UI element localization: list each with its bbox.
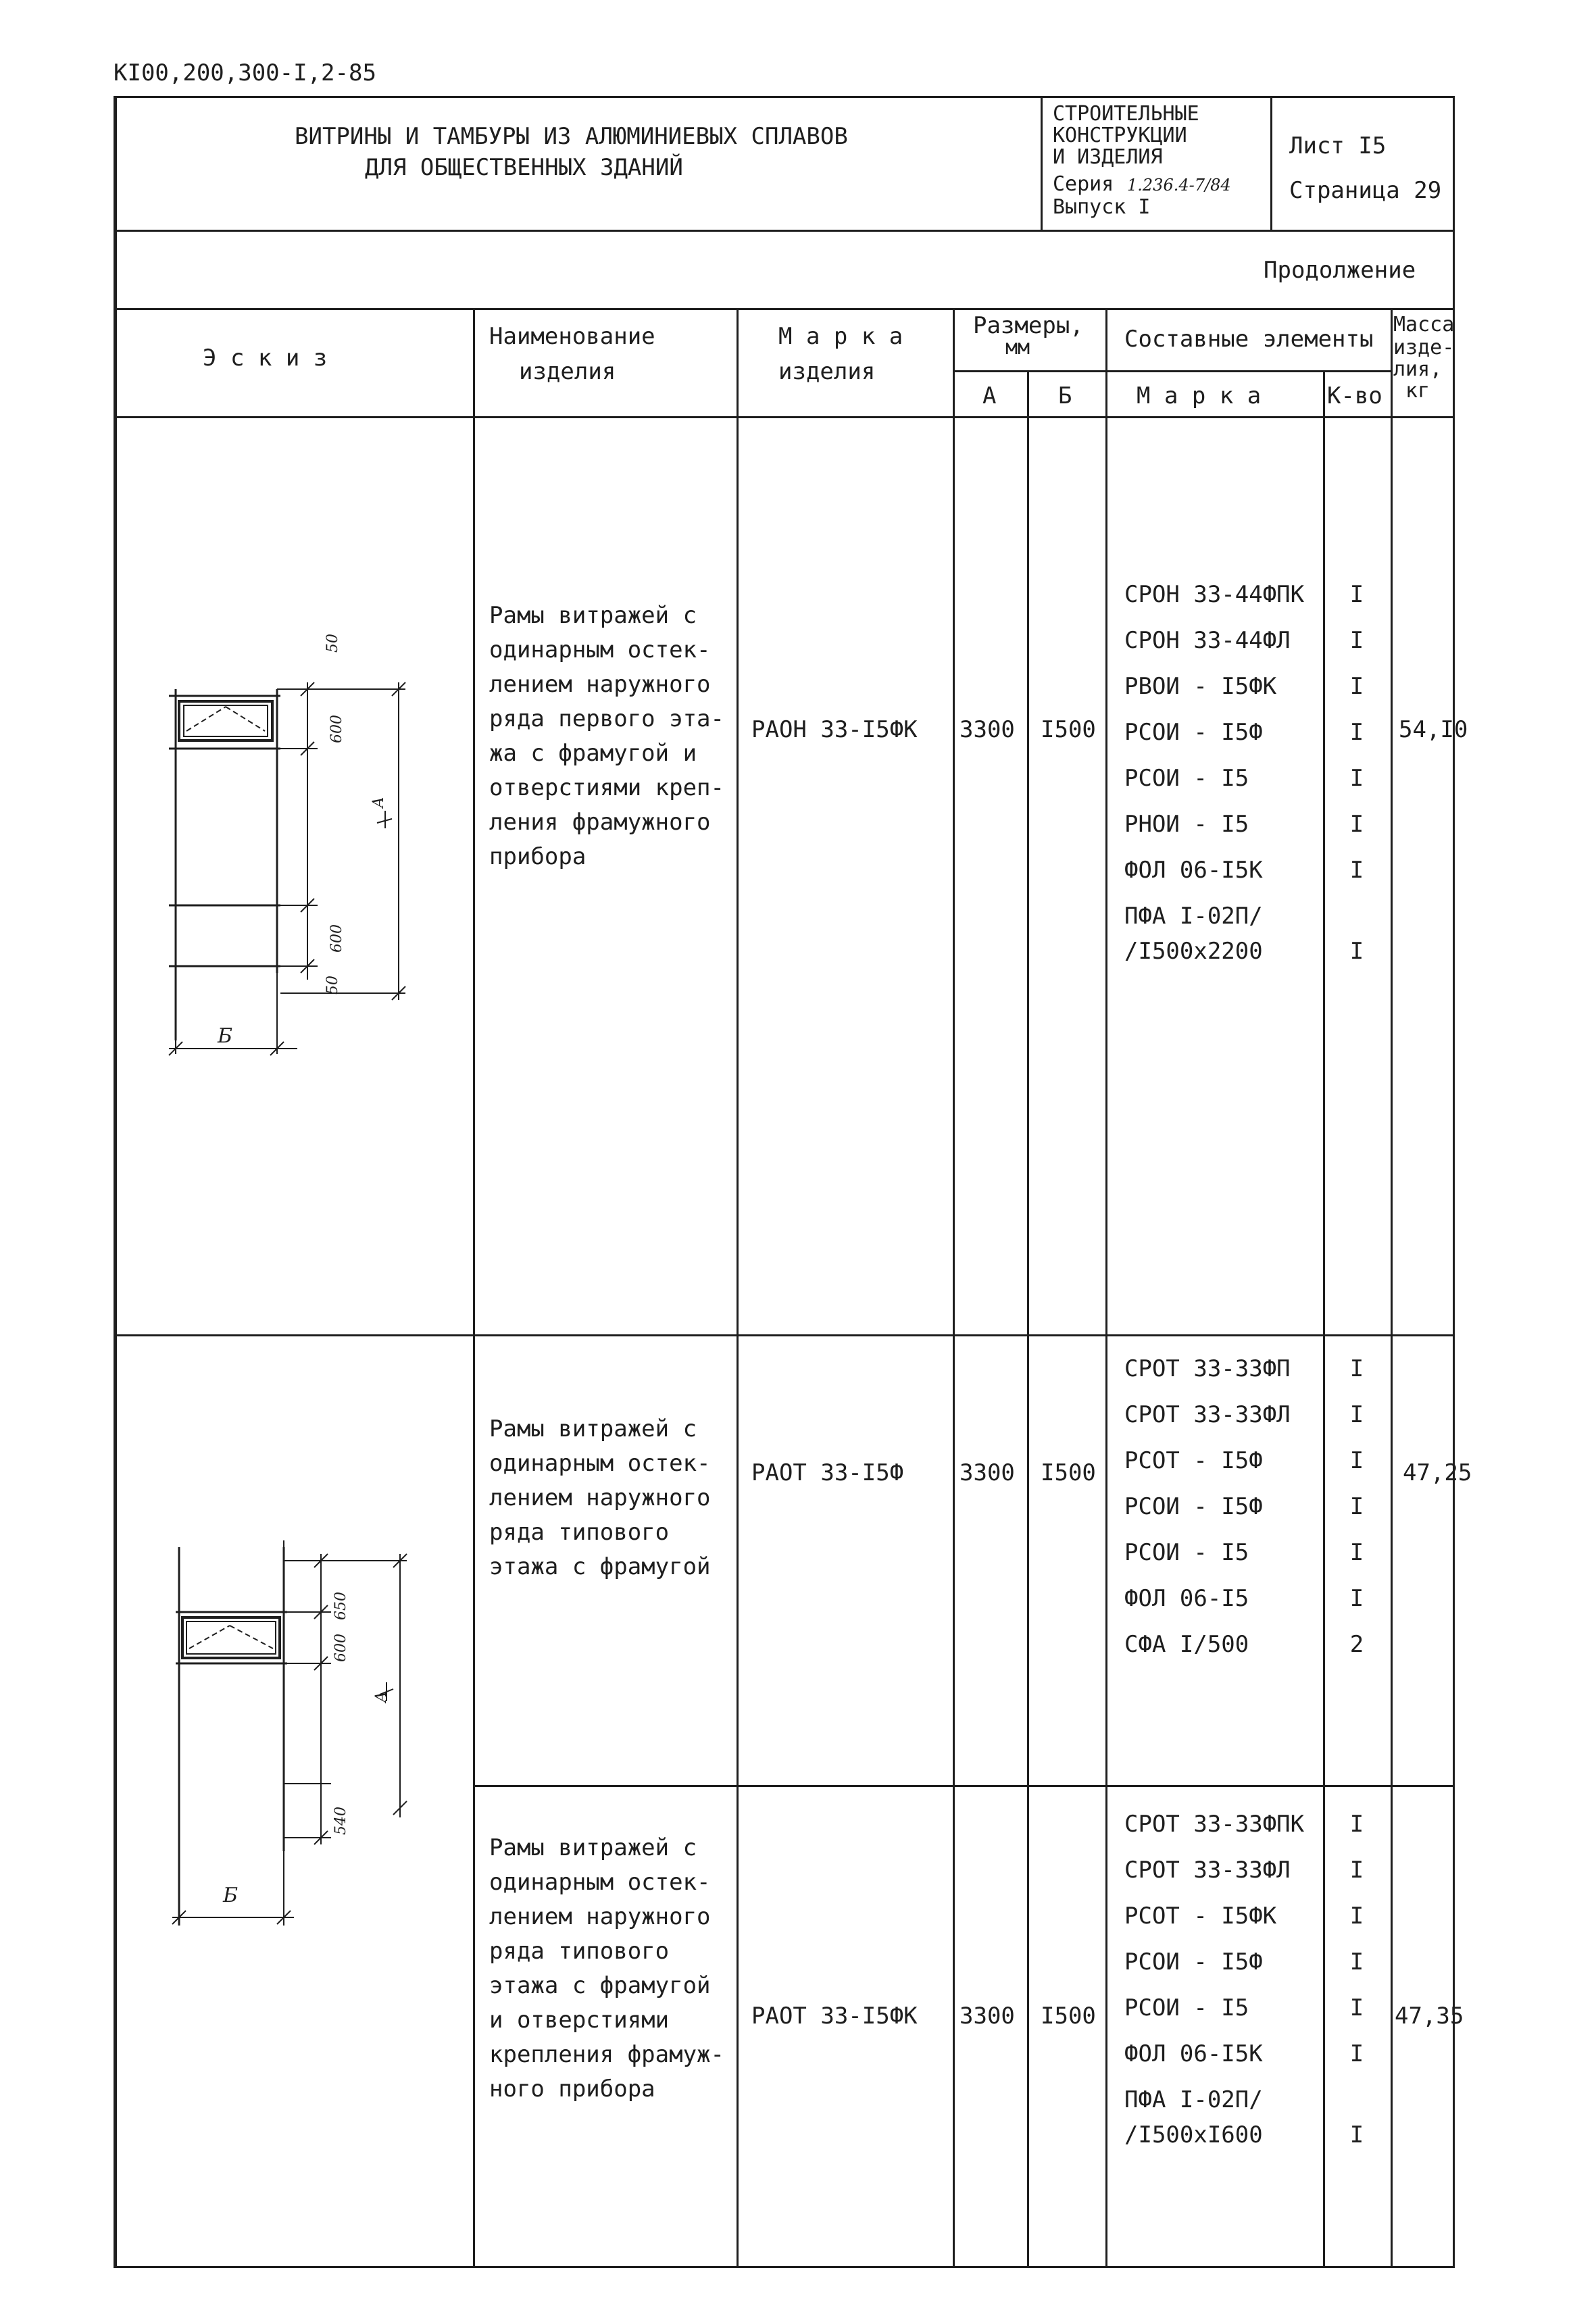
row-2-dim-a: 3300	[959, 1459, 1015, 1486]
title-bottom-line	[114, 230, 1455, 232]
col-header-mark-1: М а р к а	[778, 323, 903, 350]
row-1-mark: РАОН 33-I5ФК	[751, 716, 918, 743]
col-line-mark	[737, 308, 739, 2267]
col-header-mass-4: кг	[1405, 379, 1430, 403]
col-header-mark-2: изделия	[778, 358, 876, 385]
top-border	[114, 96, 1455, 98]
row-1-dim-a: 3300	[959, 716, 1015, 743]
row-separator-1	[114, 1334, 1455, 1336]
col-header-name-1: Наименование	[489, 323, 655, 350]
issue: Выпуск I	[1053, 195, 1151, 219]
col-header-sketch: Э с к и з	[203, 345, 328, 372]
col-header-comp-mark: М а р к а	[1137, 382, 1262, 409]
col-line-dim-a	[953, 308, 955, 2267]
col-line-components	[1105, 308, 1107, 2267]
row-2-dim-label-2: 600	[332, 1634, 349, 1662]
row-2-quantities: I I I I I I 2	[1349, 1355, 1364, 1658]
row-2-dim-label-a: А	[373, 1691, 390, 1703]
row-2-components: СРОТ 33-33ФП СРОТ 33-33ФЛ РСОТ - I5Ф РСОИ - I5Ф РСОИ - I5 ФОЛ 06-I5 СФА I/500	[1124, 1355, 1291, 1658]
continuation-label: Продолжение	[1264, 257, 1416, 284]
series-label: Серия	[1053, 172, 1114, 196]
page-number: Страница 29	[1289, 177, 1442, 204]
col-line-mass	[1391, 308, 1393, 2267]
col-line-dim-b	[1027, 370, 1029, 2267]
col-header-mass-2: изде-	[1393, 336, 1455, 359]
sheet-number: Лист I5	[1289, 132, 1387, 159]
row-3-mass: 47,35	[1395, 2003, 1464, 2030]
row-3-name: Рамы витражей с одинарным остек- лением наружного ряда типового этажа с фрамугой и отверстиями крепления фрамуж- ного прибора	[489, 1834, 724, 2103]
row-2-sketch	[162, 1534, 419, 1926]
row-1-sketch	[162, 649, 419, 1067]
row-1-dim-label-2: 600	[328, 715, 345, 743]
row-1-quantities: I I I I I I I I	[1349, 581, 1364, 965]
left-border	[114, 96, 117, 2268]
row-1-dim-b: I500	[1041, 716, 1096, 743]
title-divider-2	[1270, 96, 1272, 231]
category-line-2: КОНСТРУКЦИИ	[1053, 124, 1187, 147]
row-1-dim-label-b: Б	[218, 1024, 233, 1048]
title-line-1: ВИТРИНЫ И ТАМБУРЫ ИЗ АЛЮМИНИЕВЫХ СПЛАВОВ	[295, 123, 848, 150]
row-1-mass: 54,I0	[1399, 716, 1468, 743]
row-2-name: Рамы витражей с одинарным остек- лением наружного ряда типового этажа с фрамугой	[489, 1415, 711, 1580]
document-code: КI00,200,300-I,2-85	[114, 59, 376, 86]
row-2-dim-b: I500	[1041, 1459, 1096, 1486]
col-header-dims-2: мм	[1005, 336, 1030, 359]
row-1-dim-label-a: А	[370, 797, 387, 808]
title-line-2: ДЛЯ ОБЩЕСТВЕННЫХ ЗДАНИЙ	[365, 154, 683, 181]
col-line-name	[473, 308, 475, 2267]
row-1-components: СРОН 33-44ФПК СРОН 33-44ФЛ РВОИ - I5ФК РСОИ - I5Ф РСОИ - I5 РНОИ - I5 ФОЛ 06-I5К ПФА I-02П/ /I500x2200	[1124, 581, 1305, 965]
header-bottom-line	[114, 416, 1455, 418]
table-top-line	[114, 308, 1455, 310]
category-line-3: И ИЗДЕЛИЯ	[1053, 145, 1163, 169]
col-header-dims-1: Размеры,	[973, 312, 1084, 339]
bottom-border	[114, 2266, 1455, 2268]
header-sub-line	[953, 370, 1392, 372]
col-header-name-2: изделия	[519, 358, 616, 385]
right-border	[1453, 96, 1455, 2268]
col-line-qty	[1323, 370, 1325, 2267]
row-3-dim-a: 3300	[959, 2003, 1015, 2030]
row-2-dim-label-b: Б	[223, 1884, 239, 1907]
row-2-dim-label-1: 650	[332, 1592, 349, 1620]
row-3-mark: РАОТ 33-I5ФК	[751, 2003, 918, 2030]
row-2-dim-label-3: 540	[332, 1807, 349, 1835]
row-3-components: СРОТ 33-33ФПК СРОТ 33-33ФЛ РСОТ - I5ФК РСОИ - I5Ф РСОИ - I5 ФОЛ 06-I5К ПФА I-02П/ /I500xI600	[1124, 1811, 1305, 2148]
col-header-mass-3: лия,	[1393, 357, 1443, 381]
series-value: 1.236.4-7/84	[1127, 176, 1231, 195]
col-header-mass-1: Масса	[1393, 313, 1455, 336]
row-1-dim-label-4: 50	[324, 976, 341, 995]
col-header-dim-b: Б	[1058, 382, 1072, 409]
col-header-components: Составные элементы	[1124, 326, 1374, 353]
col-header-comp-qty: К-во	[1327, 382, 1382, 409]
row-3-quantities: I I I I I I I	[1349, 1811, 1364, 2148]
row-1-name: Рамы витражей с одинарным остек- лением наружного ряда первого эта- жа с фрамугой и отверстиями креп- ления фрамужного прибора	[489, 602, 724, 870]
row-separator-2	[473, 1785, 1455, 1787]
row-2-mass: 47,25	[1403, 1459, 1472, 1486]
row-3-dim-b: I500	[1041, 2003, 1096, 2030]
row-1-dim-label-1: 50	[324, 634, 341, 653]
row-1-dim-label-3: 600	[328, 924, 345, 953]
row-2-mark: РАОТ 33-I5Ф	[751, 1459, 904, 1486]
title-divider-1	[1041, 96, 1043, 231]
col-header-dim-a: А	[982, 382, 997, 409]
category-line-1: СТРОИТЕЛЬНЫЕ	[1053, 102, 1199, 126]
